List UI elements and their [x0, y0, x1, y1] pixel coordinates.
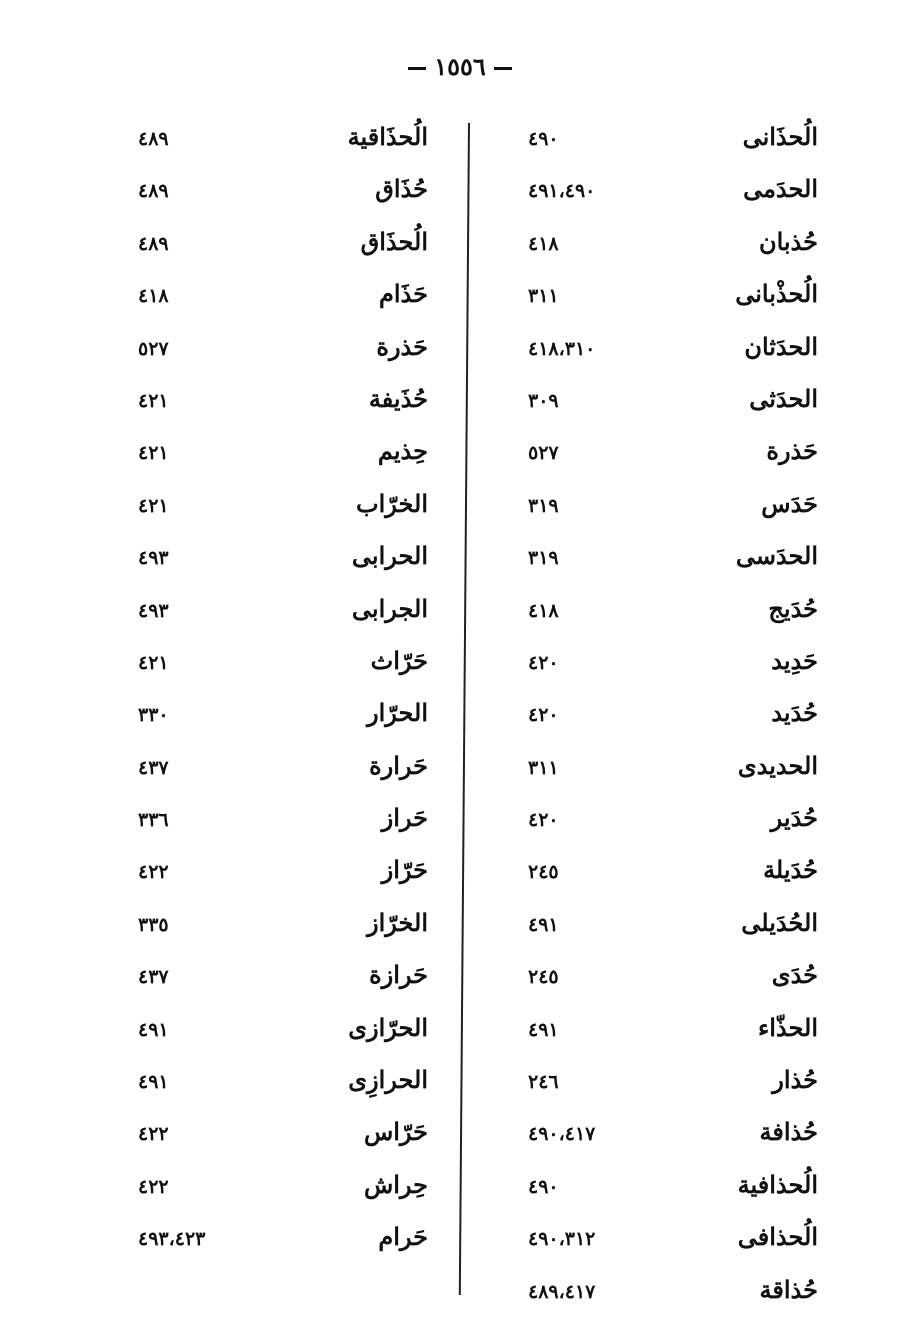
entry-pages: ٤٩٠: [528, 128, 559, 150]
entry-pages: ٤٢٢: [138, 1175, 169, 1198]
entry-word: حُدَيج: [768, 593, 818, 623]
entry-word: حُدَير: [770, 803, 818, 833]
index-entry: [528, 328, 818, 380]
entry-word: الحدَمى: [743, 174, 818, 204]
entry-word: الجرابى: [351, 593, 428, 623]
entry-pages: ٣٣٠: [138, 704, 169, 727]
index-entry: [528, 223, 818, 275]
entry-word: حَدِيد: [771, 645, 818, 675]
entry-word: حَدَس: [761, 488, 818, 518]
entry-pages: ٤٢٠: [528, 651, 559, 674]
entry-pages: ٤٨٩: [138, 128, 169, 150]
entry-pages: ٤٨٩: [138, 232, 169, 255]
index-entry: [138, 851, 428, 903]
entry-word: حَرارة: [369, 750, 428, 780]
entry-word: حَذرة: [766, 436, 818, 466]
entry-word: حَرازة: [369, 960, 428, 990]
index-entry: [528, 170, 818, 222]
entry-word: الحدَسى: [735, 541, 818, 571]
entry-pages: ٤٢٠: [528, 809, 559, 832]
index-entry: [528, 118, 818, 170]
entry-word: حِراش: [363, 1169, 428, 1199]
index-entry: [138, 956, 428, 1008]
index-entry: [138, 1166, 428, 1218]
entry-word: الحذّاء: [757, 1012, 818, 1042]
entry-pages: ٤٩١: [528, 1018, 559, 1041]
index-entry: [528, 380, 818, 432]
entry-pages: ٤٢٢: [138, 861, 169, 884]
entry-pages: ٤٩٠: [528, 1175, 559, 1198]
entry-word: حُذاقة: [759, 1274, 818, 1304]
entry-word: الخرّاب: [356, 488, 428, 518]
index-entry: [138, 432, 428, 484]
entry-word: حُذافة: [759, 1117, 818, 1147]
index-entry: [528, 1271, 818, 1323]
entry-word: الُحذَاق: [360, 226, 428, 256]
entry-pages: ٤٩٣،٤٢٣: [138, 1228, 206, 1251]
index-entry: [138, 747, 428, 799]
index-entry: [138, 694, 428, 746]
entry-word: الحرابى: [351, 541, 428, 571]
index-entry: [138, 642, 428, 694]
index-entry: [138, 118, 428, 170]
entry-pages: ٤٩٣: [138, 547, 169, 570]
index-entry: [528, 747, 818, 799]
entry-word: الُحذَاقية: [347, 122, 428, 151]
entry-pages: ٤٢١: [138, 389, 169, 412]
index-entry: [528, 537, 818, 589]
entry-pages: ٣١٩: [528, 494, 559, 517]
page-number-text: ١٥٥٦: [434, 52, 486, 81]
index-entry: [528, 851, 818, 903]
entry-word: حَذرة: [376, 331, 428, 361]
entry-word: حُذار: [772, 1065, 818, 1095]
index-entry: [138, 537, 428, 589]
entry-pages: ٤٣٧: [138, 756, 169, 779]
entry-word: الُحذافية: [737, 1169, 818, 1199]
index-entry: [528, 590, 818, 642]
right-dash: [494, 67, 512, 70]
index-entry: [528, 642, 818, 694]
index-entry: [138, 275, 428, 327]
entry-word: الحرّار: [367, 698, 428, 728]
entry-pages: ٤٨٩: [138, 180, 169, 203]
entry-word: حُذَاق: [375, 174, 428, 204]
index-entry: [528, 1166, 818, 1218]
entry-word: الُحذَانى: [742, 122, 818, 151]
index-entry: [138, 170, 428, 222]
index-entry: [138, 223, 428, 275]
entry-word: الُحذافى: [737, 1222, 818, 1252]
index-entry: [138, 1218, 428, 1270]
entry-word: حُدَى: [771, 960, 818, 990]
index-entry: [528, 275, 818, 327]
entry-word: الحدَثان: [744, 331, 818, 361]
entry-pages: ٤١٨،٣١٠: [528, 337, 596, 360]
index-entry: [528, 432, 818, 484]
entry-word: الحديدى: [737, 750, 818, 780]
index-entry: [528, 1113, 818, 1165]
entry-word: الحُدَيلى: [741, 907, 818, 937]
entry-pages: ٤٩١،٤٩٠: [528, 180, 596, 203]
entry-word: حَرّاز: [381, 855, 428, 885]
entry-pages: ٣٣٥: [138, 913, 169, 936]
column-divider: [459, 123, 470, 1295]
entry-word: حَرّاس: [363, 1117, 428, 1147]
page-number: [0, 52, 920, 81]
left-dash: [408, 67, 426, 70]
entry-pages: ٤٢١: [138, 494, 169, 517]
index-entry: [138, 328, 428, 380]
entry-pages: ٤٢٠: [528, 704, 559, 727]
entry-word: حُذبان: [758, 226, 818, 256]
index-entry: [528, 1009, 818, 1061]
index-entry: [528, 904, 818, 956]
index-entry: [138, 799, 428, 851]
entry-pages: ٤١٨: [528, 232, 559, 255]
entry-pages: ٤٢١: [138, 651, 169, 674]
entry-pages: ٣١٩: [528, 547, 559, 570]
entry-pages: ٤٢٢: [138, 1123, 169, 1146]
entry-pages: ٥٢٧: [528, 442, 559, 465]
right-index-column: [528, 118, 818, 1323]
entry-pages: ٢٤٥: [528, 966, 559, 989]
entry-pages: ٣٠٩: [528, 389, 559, 412]
entry-pages: ٥٢٧: [138, 337, 169, 360]
entry-word: حَذَام: [379, 279, 428, 309]
entry-pages: ٣١١: [528, 285, 559, 308]
index-entry: [528, 956, 818, 1008]
entry-word: حُدَيد: [771, 698, 818, 728]
index-entry: [138, 904, 428, 956]
entry-pages: ٤١٨: [138, 285, 169, 308]
entry-pages: ٣٣٦: [138, 809, 169, 832]
entry-pages: ٢٤٥: [528, 861, 559, 884]
entry-pages: ٤٩٠،٤١٧: [528, 1123, 596, 1146]
index-entry: [528, 1218, 818, 1270]
entry-word: الخرّاز: [367, 907, 428, 937]
index-entry: [138, 380, 428, 432]
entry-word: الحرّازى: [348, 1012, 428, 1042]
entry-word: حَرّاث: [370, 645, 428, 675]
index-entry: [138, 1113, 428, 1165]
entry-pages: ٤١٨: [528, 599, 559, 622]
entry-pages: ٤٢١: [138, 442, 169, 465]
left-index-column: [138, 118, 428, 1271]
index-entry: [528, 1061, 818, 1113]
entry-pages: ٤٨٩،٤١٧: [528, 1280, 596, 1303]
entry-pages: ٢٤٦: [528, 1071, 559, 1094]
entry-word: حَراز: [381, 803, 428, 833]
index-entry: [138, 1009, 428, 1061]
entry-pages: ٤٩١: [138, 1018, 169, 1041]
index-entry: [138, 590, 428, 642]
entry-word: حَرام: [378, 1222, 428, 1252]
entry-word: حِذيم: [377, 436, 428, 466]
entry-word: الحرازِى: [348, 1065, 428, 1095]
entry-word: حُذَيفة: [368, 383, 428, 413]
index-entry: [528, 485, 818, 537]
index-entry: [528, 694, 818, 746]
entry-pages: ٤٩٠،٣١٢: [528, 1228, 596, 1251]
entry-pages: ٤٩١: [528, 913, 559, 936]
index-entry: [138, 485, 428, 537]
entry-word: الحدَثى: [749, 383, 818, 413]
index-entry: [138, 1061, 428, 1113]
entry-pages: ٤٩٣: [138, 599, 169, 622]
entry-pages: ٤٣٧: [138, 966, 169, 989]
entry-word: حُدَيلة: [763, 855, 818, 885]
entry-pages: ٣١١: [528, 756, 559, 779]
index-entry: [528, 799, 818, 851]
entry-pages: ٤٩١: [138, 1071, 169, 1094]
entry-word: الُحذْبانى: [735, 279, 818, 309]
